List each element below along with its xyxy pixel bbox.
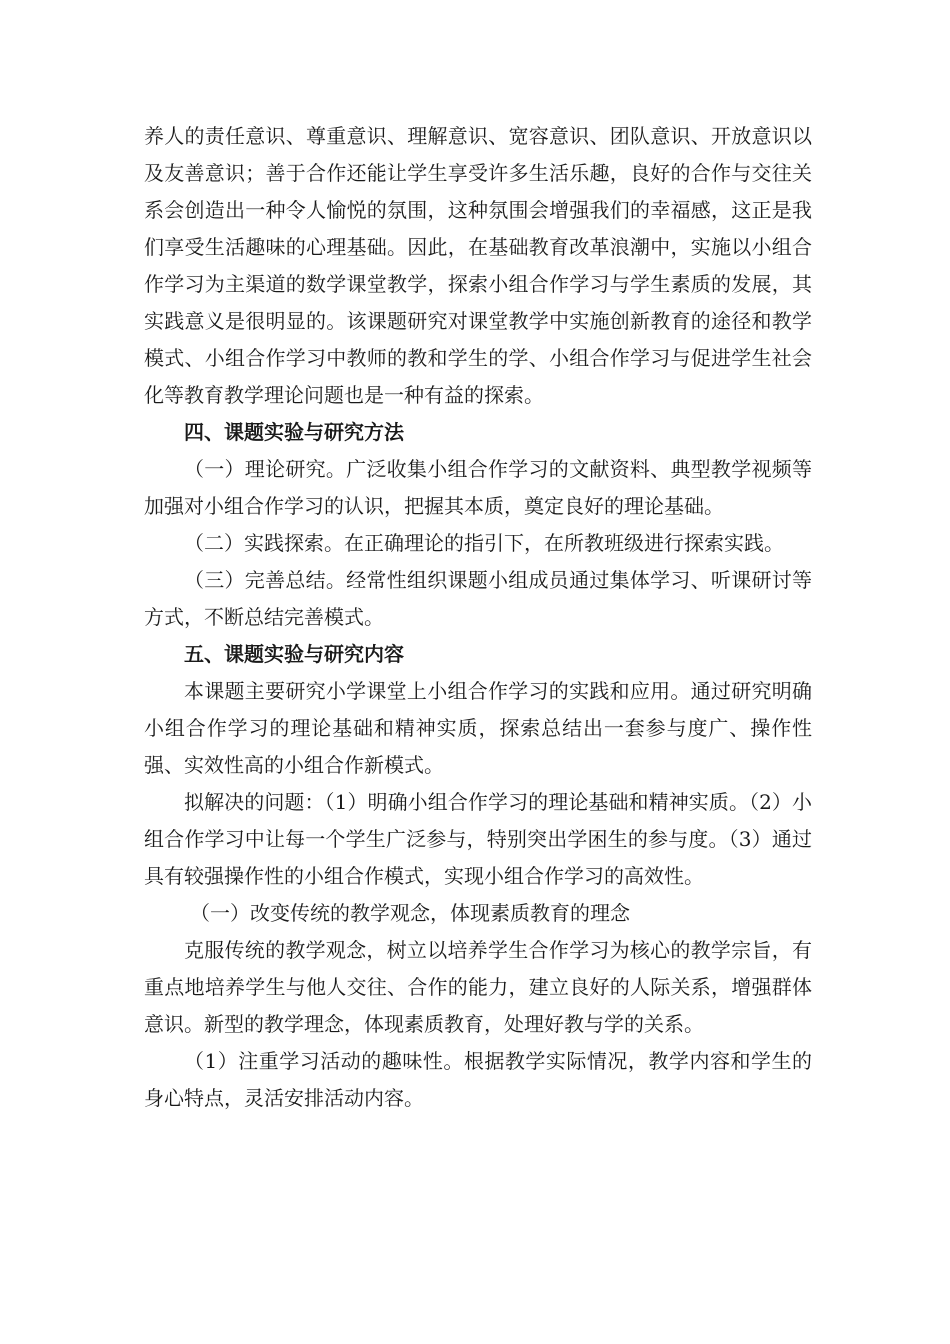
paragraph-practice: （二）实践探索。在正确理论的指引下，在所教班级进行探索实践。	[184, 531, 784, 555]
paragraph-concept: 克服传统的教学观念，树立以培养学生合作学习为核心的教学宗旨，有重点地培养学生与他人交往、合作的能力，建立良好的人际关系，增强群体意识。新型的教学理念，体现素质教育，处理好教与学的关系。	[144, 938, 812, 1036]
paragraph-problems: 拟解决的问题：（1）明确小组合作学习的理论基础和精神实质。（2）小组合作学习中让每一个学生广泛参与，特别突出学困生的参与度。（3）通过具有较强操作性的小组合作模式，实现小组合作学习的高效性。	[144, 790, 812, 888]
subsection-heading-concept: （一）改变传统的教学观念，体现素质教育的理念	[190, 901, 630, 925]
section-heading-content: 五、课题实验与研究内容	[184, 642, 404, 666]
paragraph-theory-research: （一）理论研究。广泛收集小组合作学习的文献资料、典型教学视频等加强对小组合作学习的认识，把握其本质，奠定良好的理论基础。	[144, 457, 812, 518]
paragraph-interest: （1）注重学习活动的趣味性。根据教学实际情况，教学内容和学生的身心特点，灵活安排活动内容。	[144, 1049, 812, 1110]
paragraph-research-content: 本课题主要研究小学课堂上小组合作学习的实践和应用。通过研究明确小组合作学习的理论基础和精神实质，探索总结出一套参与度广、操作性强、实效性高的小组合作新模式。	[144, 679, 812, 777]
section-heading-methods: 四、课题实验与研究方法	[184, 420, 404, 444]
paragraph-continuation: 养人的责任意识、尊重意识、理解意识、宽容意识、团队意识、开放意识以及友善意识；善于合作还能让学生享受许多生活乐趣，良好的合作与交往关系会创造出一种令人愉悦的氛围，这种氛围会增强我们的幸福感，这正是我们享受生活趣味的心理基础。因此，在基础教育改革浪潮中，实施以小组合作学习为主渠道的数学课堂教学，探索小组合作学习与学生素质的发展，其实践意义是很明显的。该课题研究对课堂教学中实施创新教育的途径和教学模式、小组合作学习中教师的教和学生的学、小组合作学习与促进学生社会化等教育教学理论问题也是一种有益的探索。	[144, 124, 812, 407]
paragraph-summary: （三）完善总结。经常性组织课题小组成员通过集体学习、听课研讨等方式，不断总结完善模式。	[144, 568, 812, 629]
document-body	[144, 118, 812, 1117]
